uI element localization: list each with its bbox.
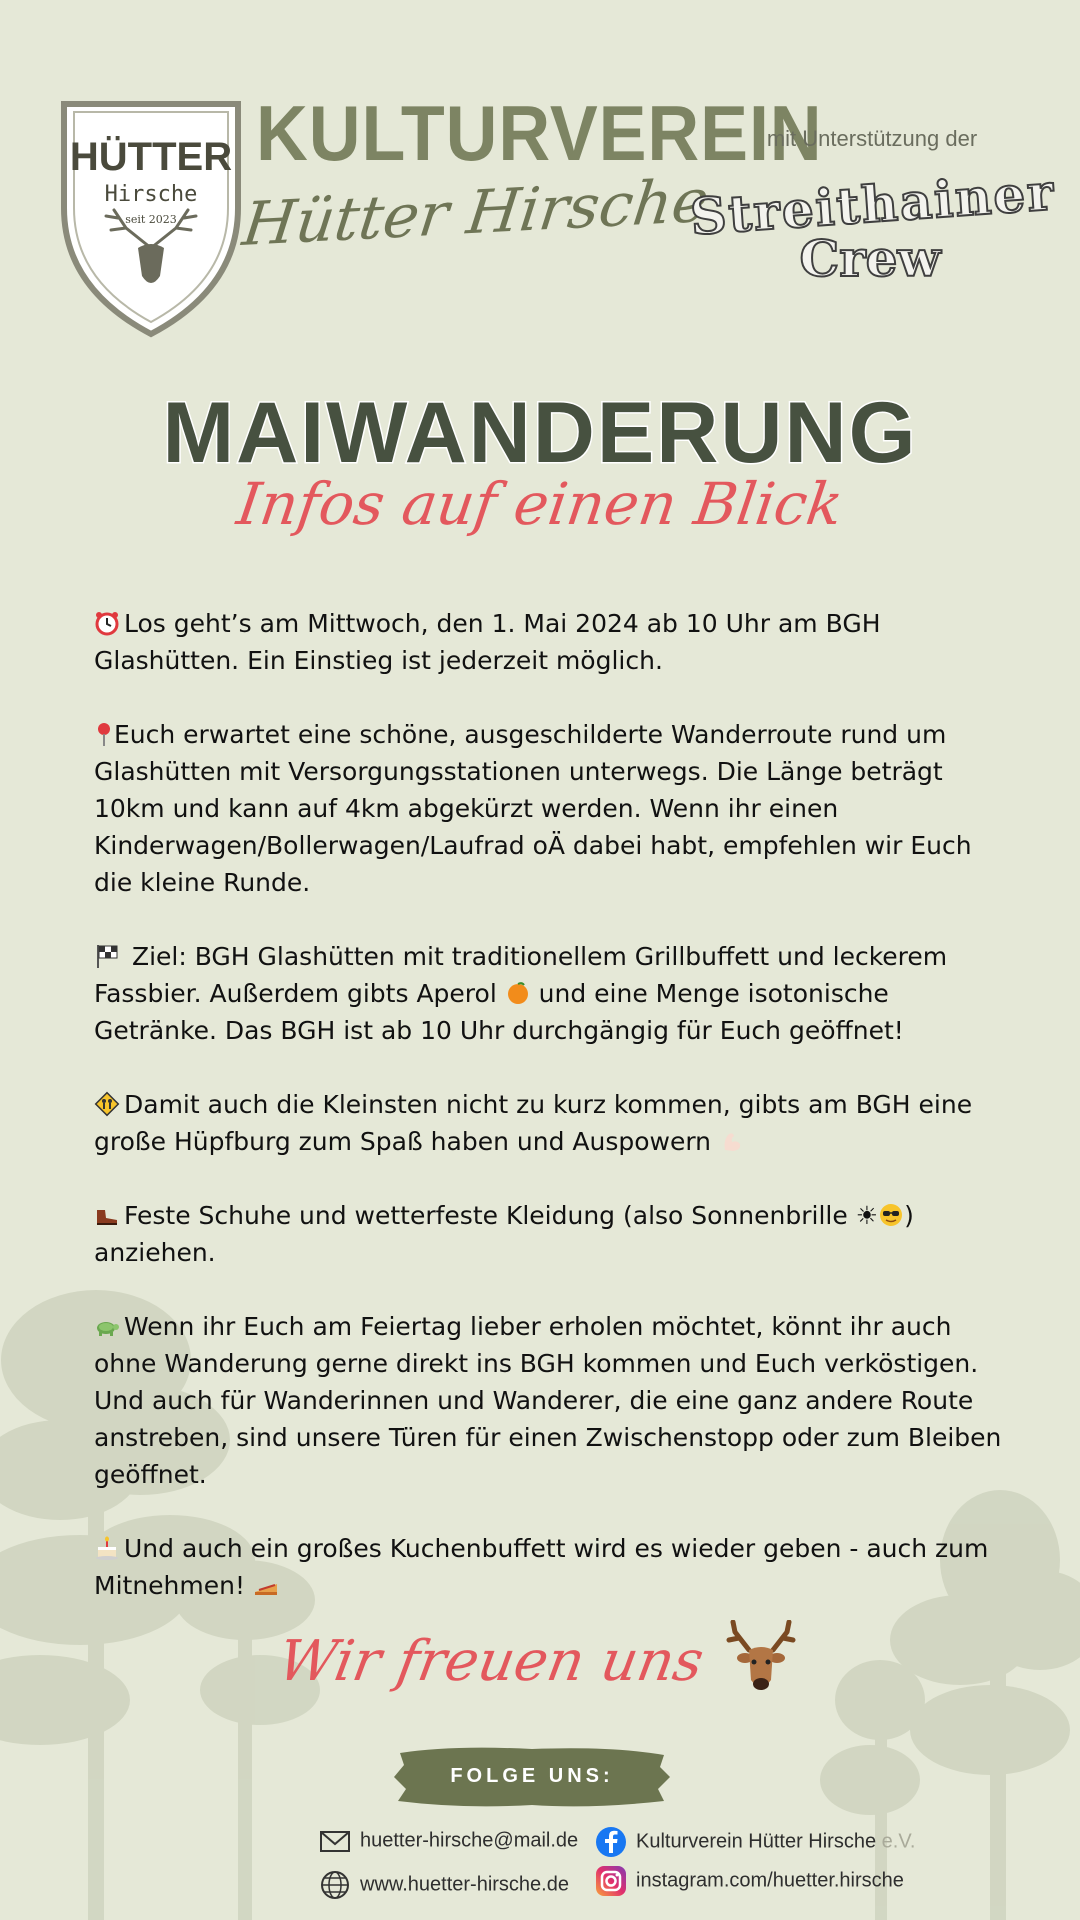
- info-paragraph-goal: [94, 938, 1004, 1049]
- info-text-kids: Damit auch die Kleinsten nicht zu kurz kommen, gibts am BGH eine große Hüpfburg zum Spaß haben und Auspowern: [94, 1090, 973, 1156]
- info-content: [94, 605, 1004, 1641]
- info-paragraph-rest: [94, 1308, 1004, 1493]
- main-title: MAIWANDERUNG: [162, 385, 918, 481]
- crew-line-2: Crew: [799, 229, 941, 288]
- instagram-text: instagram.com/huetter.hirsche: [636, 1869, 904, 1892]
- facebook-text: Kulturverein Hütter Hirsche: [636, 1830, 877, 1853]
- info-paragraph-clothing: [94, 1197, 1004, 1271]
- turtle-icon: [94, 1313, 120, 1339]
- closing-text: Wir freuen uns: [273, 1629, 709, 1694]
- info-paragraph-cake: [94, 1530, 1004, 1604]
- info-text-goal-part2: und eine Menge isotonische Getränke. Das BGH ist ab 10 Uhr durchgängig für Euch geöffnet!: [94, 979, 904, 1045]
- globe-icon: [318, 1868, 352, 1902]
- website-contact[interactable]: [318, 1868, 569, 1902]
- main-subtitle: Infos auf einen Blick: [233, 470, 847, 538]
- header: [0, 0, 1080, 360]
- pie-slice-icon: [253, 1572, 279, 1598]
- info-text-goal-part1: Ziel: BGH Glashütten mit traditionellem Grillbuffett und leckerem Fassbier. Außerdem gibts Aperol: [94, 942, 948, 1008]
- email-contact[interactable]: [318, 1824, 578, 1858]
- support-text: mit Unterstützung der: [766, 126, 978, 151]
- facebook-icon: [594, 1825, 628, 1859]
- info-text-cake: Und auch ein großes Kuchenbuffett wird es wieder geben - auch zum Mitnehmen!: [94, 1534, 989, 1600]
- crew-line-1: Streithainer: [688, 162, 1058, 247]
- checkered-flag-icon: [94, 943, 120, 969]
- info-text-start: Los geht’s am Mittwoch, den 1. Mai 2024 ab 10 Uhr am BGH Glashütten. Ein Einstieg ist jederzeit möglich.: [94, 609, 881, 675]
- club-subtitle: Hütter Hirsche: [238, 165, 713, 261]
- follow-banner: [392, 1743, 672, 1809]
- info-paragraph-start: [94, 605, 1004, 679]
- instagram-icon: [594, 1864, 628, 1898]
- flexed-biceps-icon: [719, 1128, 745, 1154]
- envelope-icon: [318, 1824, 352, 1858]
- info-text-clothing-part2: ) anziehen.: [94, 1201, 914, 1267]
- deer-crest-logo: [56, 98, 246, 338]
- crew-logo: [688, 162, 1058, 288]
- info-paragraph-route: [94, 716, 1004, 901]
- instagram-contact[interactable]: [594, 1864, 904, 1898]
- follow-label: FOLGE UNS:: [450, 1765, 614, 1787]
- website-text: www.huetter-hirsche.de: [360, 1873, 569, 1896]
- closing-message: [0, 1620, 1080, 1700]
- deer-face-icon: [721, 1620, 801, 1700]
- crest-title: HÜTTER: [69, 135, 233, 179]
- facebook-contact[interactable]: [594, 1825, 915, 1859]
- info-paragraph-kids: [94, 1086, 1004, 1160]
- orange-fruit-icon: [505, 980, 531, 1006]
- facebook-suffix: e.V.: [876, 1830, 916, 1853]
- email-text: huetter-hirsche@mail.de: [360, 1829, 579, 1852]
- crest-subtitle: Hirsche: [104, 182, 198, 207]
- children-crossing-icon: [94, 1091, 120, 1117]
- info-text-clothing-part1: Feste Schuhe und wetterfeste Kleidung (also Sonnenbrille: [124, 1201, 856, 1230]
- hiking-boot-icon: [94, 1202, 120, 1228]
- round-pushpin-icon: [94, 721, 114, 747]
- cake-icon: [94, 1535, 120, 1561]
- crest-since: seit 2023: [125, 213, 177, 226]
- alarm-clock-icon: [94, 610, 120, 636]
- sunglasses-face-icon: [878, 1202, 904, 1228]
- sun-icon: ☀: [855, 1201, 879, 1230]
- info-text-rest: Wenn ihr Euch am Feiertag lieber erholen möchtet, könnt ihr auch ohne Wanderung gerne direkt ins BGH kommen und Euch verköstigen. Und auch für Wanderinnen und Wanderer, die eine ganz andere Route anstreben, sind unsere Türen für einen Zwischenstopp oder zum Bleiben geöffnet.: [94, 1312, 1002, 1489]
- info-text-route: Euch erwartet eine schöne, ausgeschilderte Wanderroute rund um Glashütten mit Versorgungsstationen unterwegs. Die Länge beträgt 10km und kann auf 4km abgekürzt werden. Wenn ihr einen Kinderwagen/Bollerwagen/Laufrad oÄ dabei habt, empfehlen wir Euch die kleine Runde.: [94, 720, 972, 897]
- club-title: KULTURVEREIN: [256, 89, 823, 177]
